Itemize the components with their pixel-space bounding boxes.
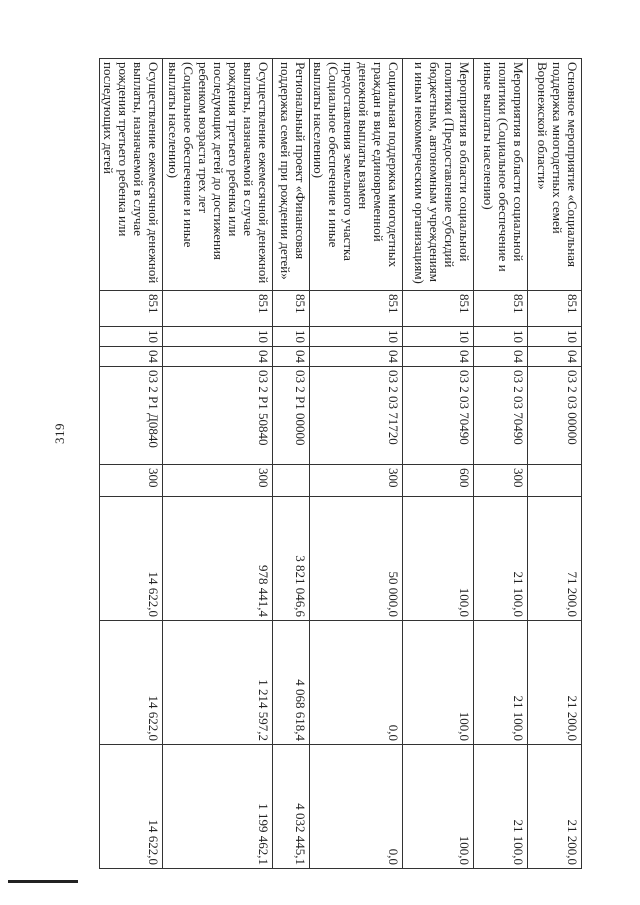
cell-year1: 100,0 <box>403 497 474 621</box>
cell-grbs: 851 <box>163 291 273 327</box>
cell-grbs: 851 <box>403 291 474 327</box>
cell-pr: 04 <box>163 347 273 367</box>
binder-mark <box>8 880 78 883</box>
cell-csr: 03 2 03 00000 <box>528 367 582 465</box>
cell-name: Основное мероприятие «Социальная поддержка многодетных семей Воронежской области» <box>528 59 582 291</box>
cell-pr: 04 <box>528 347 582 367</box>
cell-csr: 03 2 P1 50840 <box>163 367 273 465</box>
cell-year3: 100,0 <box>403 745 474 869</box>
cell-pr: 04 <box>310 347 403 367</box>
cell-rz: 10 <box>403 327 474 347</box>
cell-name: Региональный проект «Финансовая поддержка семей при рождении детей» <box>273 59 310 291</box>
cell-year1: 14 622,0 <box>100 497 163 621</box>
cell-rz: 10 <box>310 327 403 347</box>
cell-year2: 0,0 <box>310 621 403 745</box>
cell-grbs: 851 <box>310 291 403 327</box>
cell-csr: 03 2 03 71720 <box>310 367 403 465</box>
cell-rz: 10 <box>100 327 163 347</box>
cell-vr: 300 <box>100 465 163 497</box>
cell-csr: 03 2 P1 00000 <box>273 367 310 465</box>
cell-grbs: 851 <box>273 291 310 327</box>
cell-name: Осуществление ежемесячной денежной выплаты, назначаемой в случае рождения третьего ребенка или последующих детей <box>100 59 163 291</box>
cell-pr: 04 <box>403 347 474 367</box>
cell-vr: 300 <box>474 465 528 497</box>
cell-pr: 04 <box>474 347 528 367</box>
cell-year2: 14 622,0 <box>100 621 163 745</box>
cell-year3: 21 100,0 <box>474 745 528 869</box>
table-row <box>273 59 310 869</box>
cell-name: Мероприятия в области социальной политики (Социальное обеспечение и иные выплаты населению) <box>474 59 528 291</box>
table-row <box>163 59 273 869</box>
table-row <box>403 59 474 869</box>
cell-name: Осуществление ежемесячной денежной выплаты, назначаемой в случае рождения третьего ребенка или последующих детей до достижения ребенком возраста трех лет (Социальное обеспечение и иные выплаты населению) <box>163 59 273 291</box>
cell-csr: 03 2 03 70490 <box>474 367 528 465</box>
cell-rz: 10 <box>474 327 528 347</box>
cell-year2: 21 200,0 <box>528 621 582 745</box>
cell-year2: 100,0 <box>403 621 474 745</box>
budget-table <box>99 58 582 869</box>
cell-csr: 03 2 03 70490 <box>403 367 474 465</box>
cell-year2: 21 100,0 <box>474 621 528 745</box>
cell-vr <box>528 465 582 497</box>
cell-year1: 3 821 046,6 <box>273 497 310 621</box>
table-row <box>310 59 403 869</box>
cell-grbs: 851 <box>474 291 528 327</box>
cell-rz: 10 <box>273 327 310 347</box>
cell-grbs: 851 <box>100 291 163 327</box>
cell-year1: 21 100,0 <box>474 497 528 621</box>
cell-rz: 10 <box>528 327 582 347</box>
cell-year3: 1 199 462,1 <box>163 745 273 869</box>
page-number: 319 <box>52 423 67 444</box>
cell-year3: 21 200,0 <box>528 745 582 869</box>
cell-name: Социальная поддержка многодетных граждан в виде единовременной денежной выплаты взамен предоставления земельного участка (Социальное обеспечение и иные выплаты населению) <box>310 59 403 291</box>
cell-year2: 4 068 618,4 <box>273 621 310 745</box>
cell-year3: 14 622,0 <box>100 745 163 869</box>
cell-year1: 50 000,0 <box>310 497 403 621</box>
cell-year3: 0,0 <box>310 745 403 869</box>
table-row <box>528 59 582 869</box>
cell-year1: 71 200,0 <box>528 497 582 621</box>
cell-grbs: 851 <box>528 291 582 327</box>
cell-vr: 300 <box>163 465 273 497</box>
cell-vr: 600 <box>403 465 474 497</box>
cell-name: Мероприятия в области социальной политики (Предоставление субсидий бюджетным, автономным учреждениям и иным некоммерческим организациям) <box>403 59 474 291</box>
cell-rz: 10 <box>163 327 273 347</box>
cell-pr: 04 <box>100 347 163 367</box>
cell-vr <box>273 465 310 497</box>
cell-year1: 978 441,4 <box>163 497 273 621</box>
cell-year2: 1 214 597,2 <box>163 621 273 745</box>
budget-table-container <box>101 58 582 868</box>
table-row <box>474 59 528 869</box>
cell-year3: 4 032 445,1 <box>273 745 310 869</box>
cell-pr: 04 <box>273 347 310 367</box>
cell-vr: 300 <box>310 465 403 497</box>
table-row <box>100 59 163 869</box>
cell-csr: 03 2 P1 Д0840 <box>100 367 163 465</box>
